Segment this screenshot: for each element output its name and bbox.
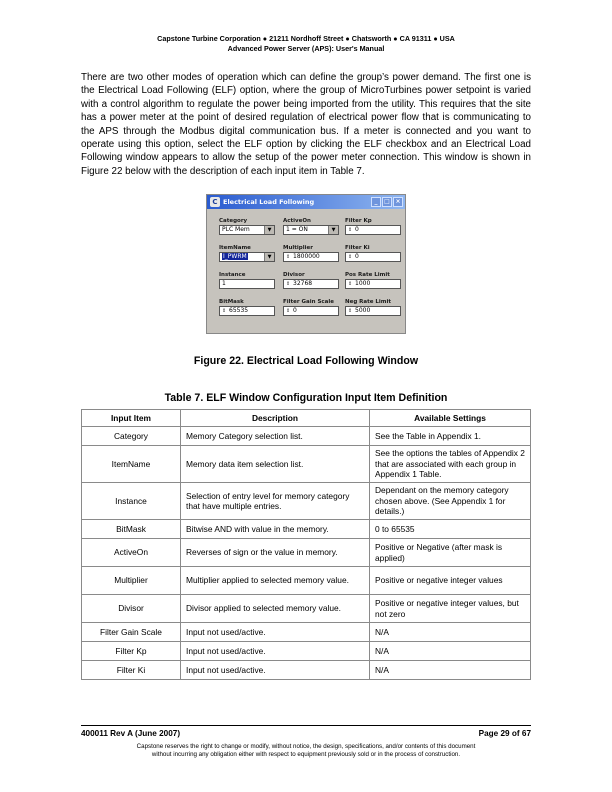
table-cell: Category <box>82 427 181 446</box>
footer-page-number: Page 29 of 67 <box>478 729 531 738</box>
footer-disclaimer-line: Capstone reserves the right to change or modify, without notice, the design, specifications, and/or contents of this document <box>136 743 476 750</box>
filter-ki-group <box>345 244 401 262</box>
multiplier-label: Multiplier <box>283 245 313 251</box>
neg-rate-limit-value: 5000 <box>355 307 371 314</box>
divisor-label: Divisor <box>283 272 305 278</box>
spinner-arrows-icon[interactable]: ⇕ <box>348 227 353 233</box>
activeon-select[interactable] <box>283 225 339 235</box>
neg-rate-limit-group <box>345 298 401 316</box>
close-icon[interactable]: × <box>393 197 403 207</box>
table-cell: Multiplier applied to selected memory value. <box>181 567 370 595</box>
spinner-arrows-icon[interactable]: ⇕ <box>286 308 291 314</box>
table-cell: Dependant on the memory category chosen above. (See Appendix 1 for details.) <box>370 483 531 520</box>
table-cell: Reverses of sign or the value in memory. <box>181 539 370 567</box>
category-value: PLC Mem <box>222 226 250 233</box>
table-cell: N/A <box>370 661 531 680</box>
itemname-group <box>219 244 275 262</box>
activeon-value: 1 = ON <box>286 226 308 233</box>
instance-label: Instance <box>219 272 246 278</box>
neg-rate-limit-label: Neg Rate Limit <box>345 299 392 305</box>
bitmask-label: BitMask <box>219 299 244 305</box>
activeon-group <box>283 217 339 235</box>
multiplier-spinner[interactable] <box>283 252 339 262</box>
table-cell: Positive or Negative (after mask is applied) <box>370 539 531 567</box>
footer-doc-id: 400011 Rev A (June 2007) <box>81 729 181 738</box>
filter-kp-label: Filter Kp <box>345 218 372 224</box>
minimize-icon[interactable]: _ <box>371 197 381 207</box>
elf-window-figure <box>206 194 406 334</box>
table-row <box>82 595 531 623</box>
intro-paragraph: There are two other modes of operation which can define the group’s power demand. The first one is the Electrical Load Following (ELF) option, where the group of MicroTurbines power setpoint is varied with a control algorithm to regulate the power being imported from the utility. This requires that the site has a power meter at the point of desired regulation of electrical power flow that is communicating to the APS through the Modbus digital communication bus. If a meter is connected and you want to operate using this option, select the ELF option by clicking the ELF checkbox and an Electrical Load Following window appears to allow the setup of the power meter connection. This window is shown in Figure 22 below with the description of each input item in Table 7. <box>81 72 531 177</box>
instance-group <box>219 271 275 289</box>
bitmask-spinner[interactable] <box>219 306 275 316</box>
table-cell: 0 to 65535 <box>370 520 531 539</box>
table-cell: Filter Ki <box>82 661 181 680</box>
category-label: Category <box>219 218 248 224</box>
table-row <box>82 446 531 483</box>
pos-rate-limit-group <box>345 271 401 289</box>
spinner-arrows-icon[interactable]: ⇕ <box>348 308 353 314</box>
spinner-arrows-icon[interactable]: ⇕ <box>286 281 291 287</box>
table-cell: BitMask <box>82 520 181 539</box>
filter-gain-scale-label: Filter Gain Scale <box>283 299 335 305</box>
instance-input[interactable]: 1 <box>219 279 275 289</box>
table-cell: See the Table in Appendix 1. <box>370 427 531 446</box>
table-cell: Divisor applied to selected memory value. <box>181 595 370 623</box>
table-cell: Positive or negative integer values <box>370 567 531 595</box>
divisor-spinner[interactable] <box>283 279 339 289</box>
table-row <box>82 539 531 567</box>
pos-rate-limit-label: Pos Rate Limit <box>345 272 390 278</box>
filter-ki-value: 0 <box>355 253 359 260</box>
divisor-group <box>283 271 339 289</box>
filter-ki-label: Filter Ki <box>345 245 370 251</box>
table-cell: N/A <box>370 623 531 642</box>
table-cell: ItemName <box>82 446 181 483</box>
filter-kp-spinner[interactable] <box>345 225 401 235</box>
activeon-label: ActiveOn <box>283 218 311 224</box>
footer-disclaimer <box>0 743 612 759</box>
table-cell: Bitwise AND with value in the memory. <box>181 520 370 539</box>
table-caption: Table 7. ELF Window Configuration Input Item Definition <box>164 392 448 404</box>
figure-caption: Figure 22. Electrical Load Following Window <box>193 355 419 367</box>
pos-rate-limit-spinner[interactable] <box>345 279 401 289</box>
table-row <box>82 642 531 661</box>
table-cell: See the options the tables of Appendix 2 that are associated with each group in Appendix 1 Table. <box>370 446 531 483</box>
bitmask-value: 65535 <box>229 307 249 314</box>
multiplier-value: 1800000 <box>293 253 320 260</box>
table-row <box>82 483 531 520</box>
category-group <box>219 217 275 235</box>
filter-ki-spinner[interactable] <box>345 252 401 262</box>
neg-rate-limit-spinner[interactable] <box>345 306 401 316</box>
itemname-label: ItemName <box>219 245 251 251</box>
maximize-icon[interactable]: □ <box>382 197 392 207</box>
chevron-down-icon[interactable]: ▼ <box>328 226 338 234</box>
table-cell: Multiplier <box>82 567 181 595</box>
spinner-arrows-icon[interactable]: ⇕ <box>348 281 353 287</box>
chevron-down-icon[interactable]: ▼ <box>264 253 274 261</box>
elf-config-table <box>81 409 531 680</box>
spinner-arrows-icon[interactable]: ⇕ <box>286 254 291 260</box>
column-header: Available Settings <box>370 410 531 427</box>
filter-gain-scale-group <box>283 298 339 316</box>
pos-rate-limit-value: 1000 <box>355 280 371 287</box>
window-controls <box>371 197 403 207</box>
filter-kp-group <box>345 217 401 235</box>
spinner-arrows-icon[interactable]: ⇕ <box>222 308 227 314</box>
table-cell: Filter Kp <box>82 642 181 661</box>
filter-kp-value: 0 <box>355 226 359 233</box>
chevron-down-icon[interactable]: ▼ <box>264 226 274 234</box>
page-header <box>0 34 612 54</box>
itemname-value: I_PWRM <box>223 253 247 260</box>
elf-window-titlebar <box>207 195 405 209</box>
column-header: Description <box>181 410 370 427</box>
header-manual-title: Advanced Power Server (APS): User's Manual <box>227 44 385 53</box>
table-row <box>82 427 531 446</box>
table-cell: Memory Category selection list. <box>181 427 370 446</box>
footer-divider <box>81 725 531 726</box>
table-cell: Divisor <box>82 595 181 623</box>
app-icon: C <box>210 197 220 207</box>
filter-gain-scale-value: 0 <box>293 307 297 314</box>
table-cell: Instance <box>82 483 181 520</box>
table-cell: ActiveOn <box>82 539 181 567</box>
table-row <box>82 567 531 595</box>
itemname-select[interactable] <box>219 252 275 262</box>
spinner-arrows-icon[interactable]: ⇕ <box>348 254 353 260</box>
table-cell: Positive or negative integer values, but not zero <box>370 595 531 623</box>
table-cell: Memory data item selection list. <box>181 446 370 483</box>
filter-gain-scale-spinner[interactable] <box>283 306 339 316</box>
header-company-line: Capstone Turbine Corporation ● 21211 Nordhoff Street ● Chatsworth ● CA 91311 ● USA <box>157 34 455 43</box>
table-cell: Input not used/active. <box>181 661 370 680</box>
column-header: Input Item <box>82 410 181 427</box>
table-cell: Filter Gain Scale <box>82 623 181 642</box>
table-cell: Input not used/active. <box>181 623 370 642</box>
table-row <box>82 661 531 680</box>
multiplier-group <box>283 244 339 262</box>
divisor-value: 32768 <box>293 280 313 287</box>
table-cell: N/A <box>370 642 531 661</box>
table-cell: Selection of entry level for memory category that have multiple entries. <box>181 483 370 520</box>
footer-disclaimer-line: without incurring any obligation either with respect to equipment previously sold or in the process of construction. <box>151 751 461 759</box>
bitmask-group <box>219 298 275 316</box>
category-select[interactable] <box>219 225 275 235</box>
table-row <box>82 623 531 642</box>
elf-window-title: Electrical Load Following <box>223 198 315 206</box>
table-header-row <box>82 410 531 427</box>
table-row <box>82 520 531 539</box>
table-cell: Input not used/active. <box>181 642 370 661</box>
